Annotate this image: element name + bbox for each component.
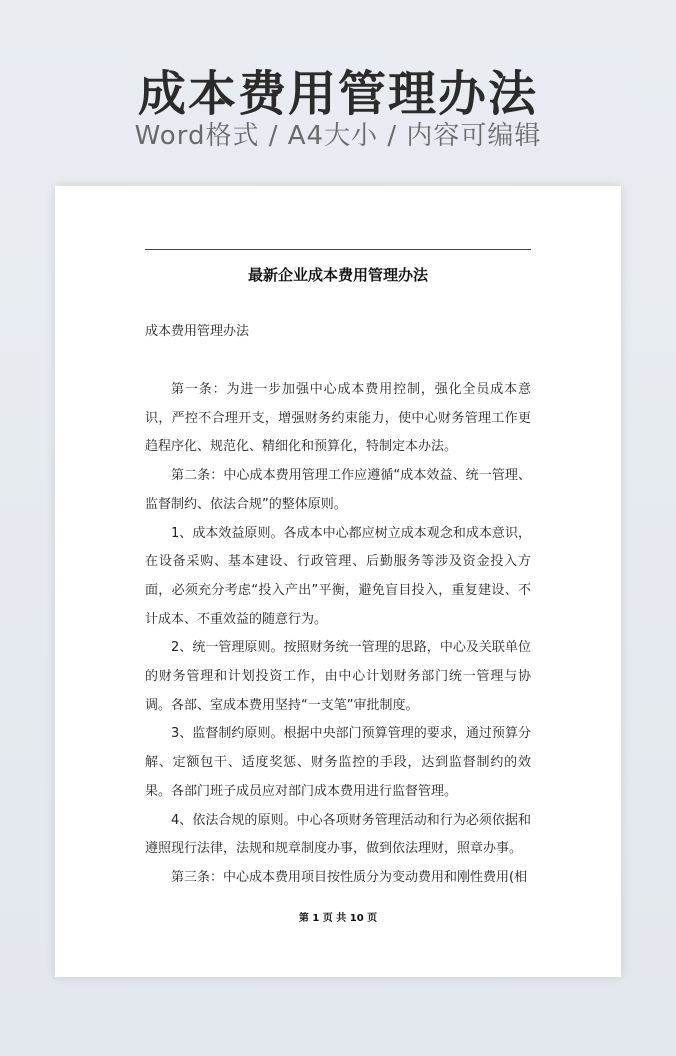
document-body [145,376,531,893]
page-number-footer: 第 1 页 共 10 页 [298,913,378,924]
banner-subtitle: Word格式 / A4大小 / 内容可编辑 [134,121,542,151]
document-title: 最新企业成本费用管理办法 [247,266,428,284]
paragraph-article-1: 第一条：为进一步加强中心成本费用控制，强化全员成本意识，严控不合理开支，增强财务约束能力，使中心财务管理工作更趋程序化、规范化、精细化和预算化，特制定本办法。 [145,382,531,455]
paragraph-principle-4: 4、依法合规的原则。中心各项财务管理活动和行为必须依据和遵照现行法律，法规和规章制度办事，做到依法理财，照章办事。 [145,812,531,857]
document-page [55,186,621,977]
paragraph-article-2: 第二条：中心成本费用管理工作应遵循“成本效益、统一管理、监督制约、依法合规”的整体原则。 [145,468,531,512]
paragraph-principle-2: 2、统一管理原则。按照财务统一管理的思路，中心及关联单位的财务管理和计划投资工作，由中心计划财务部门统一管理与协调。各部、室成本费用坚持“一支笔”审批制度。 [145,640,531,713]
document-subtitle: 成本费用管理办法 [145,324,250,339]
paragraph-principle-3: 3、监督制约原则。根据中央部门预算管理的要求，通过预算分解、定额包干、适度奖惩、财务监控的手段，达到监督制约的效果。各部门班子成员应对部门成本费用进行监督管理。 [145,726,531,799]
paragraph-principle-1: 1、成本效益原则。各成本中心都应树立成本观念和成本意识，在设备采购、基本建设、行政管理、后勤服务等涉及资金投入方面，必须充分考虑“投入产出”平衡，避免盲目投入，重复建设、不计成本、不重效益的随意行为。 [145,525,531,627]
paragraph-article-3: 第三条：中心成本费用项目按性质分为变动费用和刚性费用(相 [171,869,528,885]
banner-title: 成本费用管理办法 [137,66,538,122]
header-rule [145,249,531,250]
